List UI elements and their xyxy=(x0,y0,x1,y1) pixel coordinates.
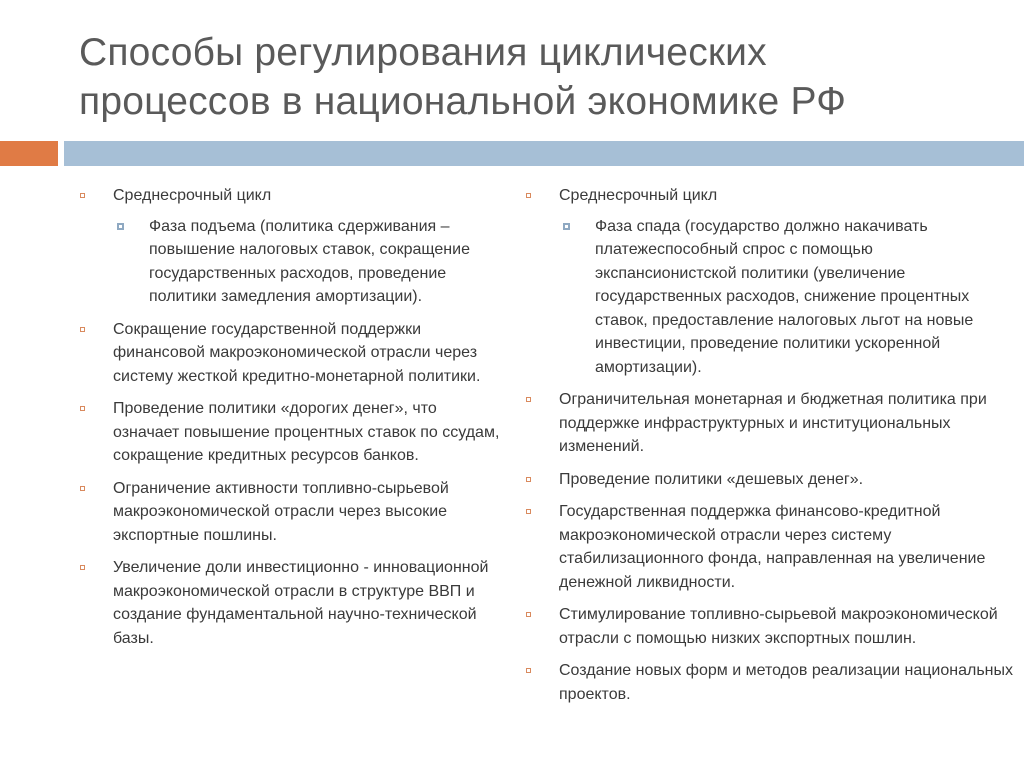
sub-list-item-text: Фаза спада (государство должно накачивать платежеспособный спрос с помощью экспансионистской политики (увеличение государственных расходов, снижение процентных ставок, предоставление налоговых льгот на новые инвестиции, проведение политики ускоренной амортизации). xyxy=(595,217,974,376)
list-item xyxy=(523,659,1018,706)
square-bullet-icon xyxy=(526,668,531,673)
list-item xyxy=(77,397,507,468)
list-item xyxy=(523,184,1018,379)
list-item xyxy=(77,184,507,309)
list-item-text: Сокращение государственной поддержки финансовой макроэкономической отрасли через систему жесткой кредитно-монетарной политики. xyxy=(113,320,481,385)
right-column xyxy=(523,184,1018,715)
list-item xyxy=(523,500,1018,594)
list-item-text: Проведение политики «дешевых денег». xyxy=(559,470,864,488)
page-title xyxy=(79,28,999,126)
square-sub-bullet-icon xyxy=(563,223,570,230)
list-item-text: Проведение политики «дорогих денег», что означает повышение процентных ставок по ссудам, сокращение кредитных ресурсов банков. xyxy=(113,400,500,464)
list-item xyxy=(523,468,1018,492)
list-item-text: Государственная поддержка финансово-кредитной макроэкономической отрасли через систему стабилизационного фонда, направленная на увеличение денежной ликвидности. xyxy=(559,503,986,591)
square-bullet-icon xyxy=(80,565,85,570)
title-line-1: Способы регулирования циклических xyxy=(79,31,767,74)
list-item-text: Среднесрочный цикл xyxy=(559,187,718,204)
square-bullet-icon xyxy=(80,486,85,491)
accent-bar-orange xyxy=(0,141,58,166)
list-item-text: Ограничительная монетарная и бюджетная политика при поддержке инфраструктурных и институциональных изменений. xyxy=(559,391,987,455)
square-bullet-icon xyxy=(526,509,531,514)
list-item xyxy=(523,388,1018,459)
square-bullet-icon xyxy=(526,193,531,198)
square-bullet-icon xyxy=(80,193,85,198)
list-item xyxy=(523,603,1018,650)
sub-list-item xyxy=(113,215,507,309)
title-line-2: процессов в национальной экономике РФ xyxy=(79,80,847,123)
square-bullet-icon xyxy=(526,612,531,617)
list-item xyxy=(77,556,507,650)
list-item-text: Среднесрочный цикл xyxy=(113,187,272,204)
list-item-text: Стимулирование топливно-сырьевой макроэкономической отрасли с помощью низких экспортных пошлин. xyxy=(559,606,998,647)
square-bullet-icon xyxy=(526,397,531,402)
left-column xyxy=(77,184,507,659)
list-item xyxy=(77,477,507,548)
accent-bar-blue xyxy=(64,141,1024,166)
square-sub-bullet-icon xyxy=(117,223,124,230)
square-bullet-icon xyxy=(80,406,85,411)
square-bullet-icon xyxy=(526,477,531,482)
list-item-text: Увеличение доли инвестиционно - инновационной макроэкономической отрасли в структуре ВВП и создание фундаментальной научно-технической базы. xyxy=(113,559,489,647)
list-item xyxy=(77,318,507,389)
sub-list-item-text: Фаза подъема (политика сдерживания – повышение налоговых ставок, сокращение государственных расходов, проведение политики замедления амортизации). xyxy=(149,217,470,305)
list-item-text: Ограничение активности топливно-сырьевой макроэкономической отрасли через высокие экспортные пошлины. xyxy=(113,479,449,544)
list-item-text: Создание новых форм и методов реализации национальных проектов. xyxy=(559,662,1013,703)
square-bullet-icon xyxy=(80,327,85,332)
sub-list-item xyxy=(559,215,1018,380)
